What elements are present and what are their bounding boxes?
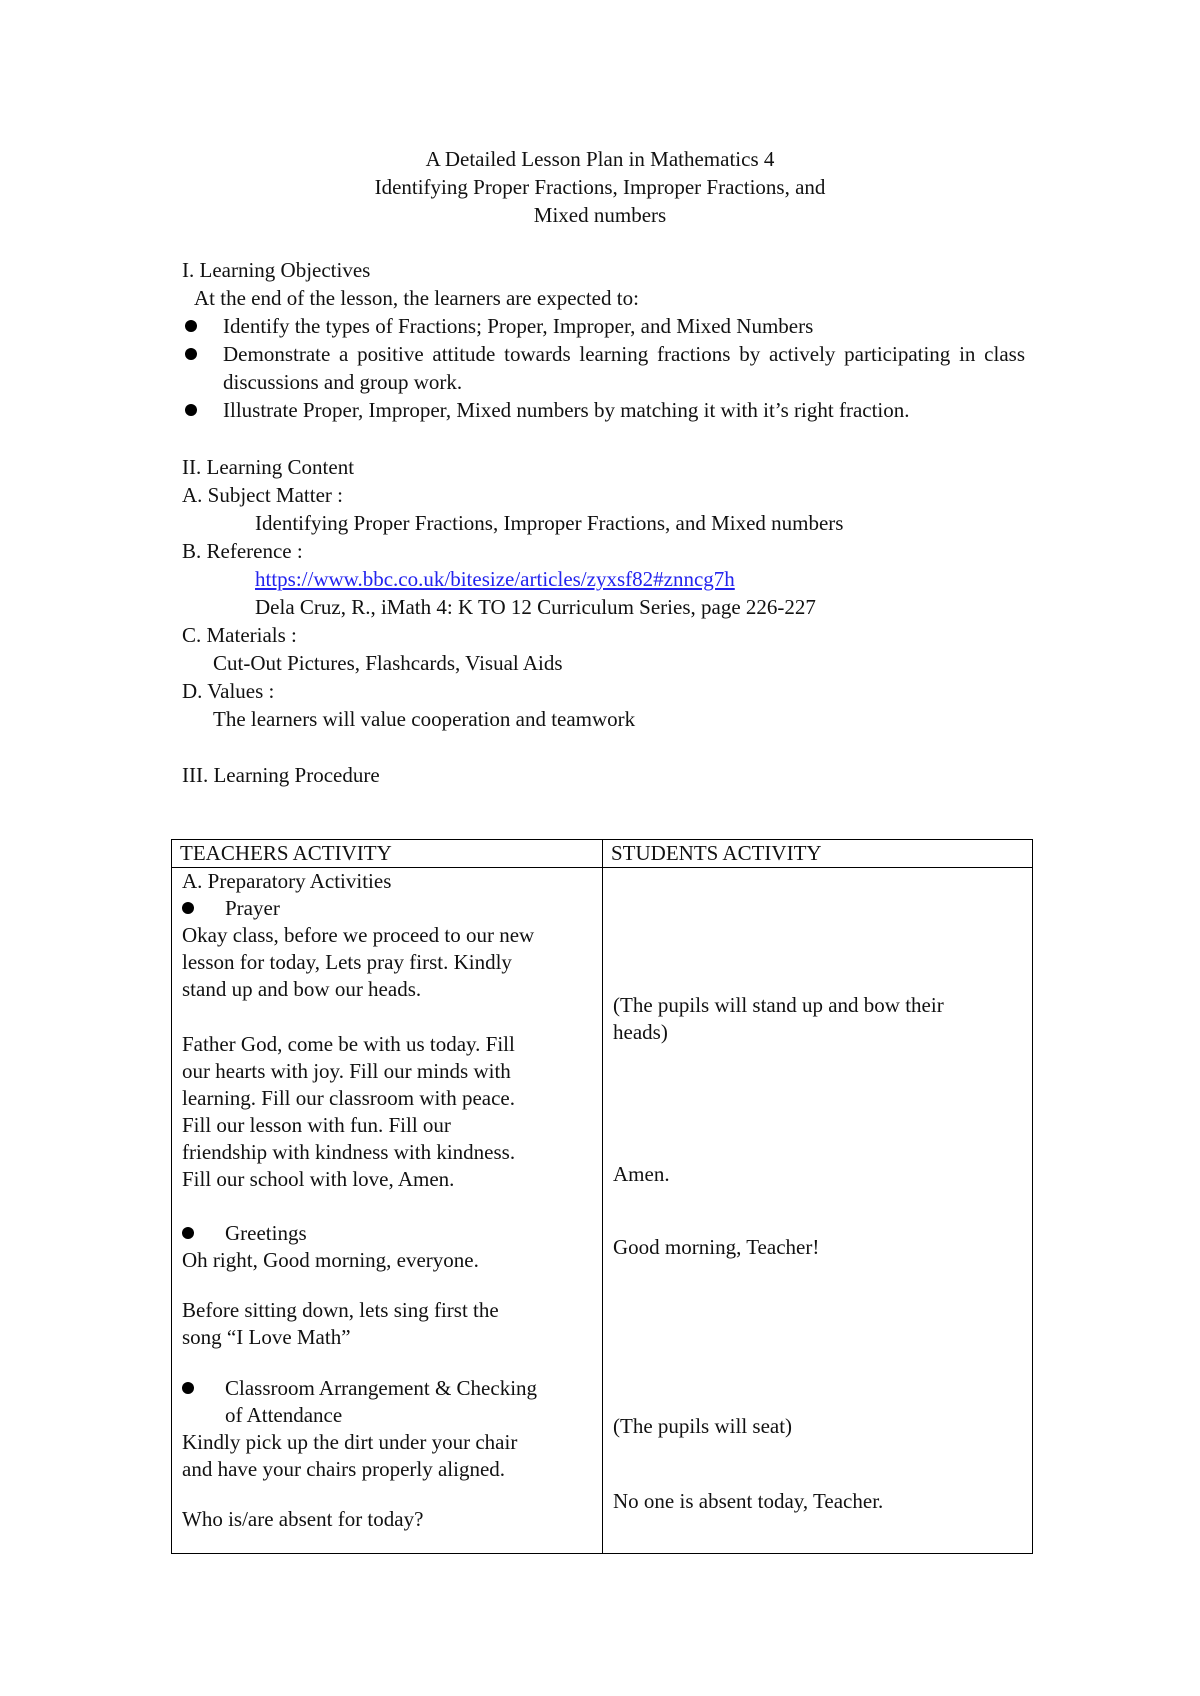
prayer-intro-line: lesson for today, Lets pray first. Kindly: [182, 950, 512, 974]
objective-item: Identify the types of Fractions; Proper, Improper, and Mixed Numbers: [182, 312, 1025, 340]
subject-matter-label: A. Subject Matter :: [182, 483, 343, 507]
students-activity-cell: [603, 868, 1033, 1554]
reference-link[interactable]: https://www.bbc.co.uk/bitesize/articles/zyxsf82#znncg7h: [255, 567, 735, 591]
song-text-line: Before sitting down, lets sing first the: [182, 1298, 499, 1322]
arrangement-label: Classroom Arrangement & Checking: [225, 1376, 538, 1400]
song-text-line: song “I Love Math”: [182, 1325, 351, 1349]
title-line-1: A Detailed Lesson Plan in Mathematics 4: [425, 147, 775, 171]
values-label: D. Values :: [182, 679, 275, 703]
prayer-intro-line: stand up and bow our heads.: [182, 977, 422, 1001]
greetings-label: Greetings: [225, 1221, 307, 1245]
prayer-text-line: Fill our school with love, Amen.: [182, 1167, 455, 1191]
student-amen: Amen.: [613, 1162, 670, 1186]
procedure-table: [171, 839, 1033, 1554]
bullet-icon: [182, 1227, 196, 1239]
prayer-intro-line: Okay class, before we proceed to our new: [182, 923, 535, 947]
teachers-activity-cell: [172, 868, 603, 1554]
bullet-icon: [185, 348, 197, 360]
student-absent-answer: No one is absent today, Teacher.: [613, 1489, 884, 1513]
teachers-activity-header: TEACHERS ACTIVITY: [172, 840, 603, 868]
bullet-icon: [182, 902, 196, 914]
materials-value: Cut-Out Pictures, Flashcards, Visual Aids: [213, 651, 563, 675]
arrangement-label: of Attendance: [225, 1403, 343, 1427]
lesson-title: [0, 145, 1200, 229]
preparatory-activities: A. Preparatory Activities: [182, 869, 392, 893]
prayer-text-line: friendship with kindness with kindness.: [182, 1140, 516, 1164]
objectives-list: [182, 312, 1025, 424]
prayer-text-line: our hearts with joy. Fill our minds with: [182, 1059, 511, 1083]
bullet-icon: [182, 1382, 196, 1394]
student-response-line: (The pupils will stand up and bow their: [613, 993, 944, 1017]
bullet-icon: [185, 320, 197, 332]
absent-question: Who is/are absent for today?: [182, 1507, 424, 1531]
student-response-line: heads): [613, 1020, 668, 1044]
prayer-text-line: learning. Fill our classroom with peace.: [182, 1086, 515, 1110]
student-greeting: Good morning, Teacher!: [613, 1235, 820, 1259]
title-line-2: Identifying Proper Fractions, Improper Fractions, and: [374, 175, 826, 199]
objective-item: Illustrate Proper, Improper, Mixed numbers by matching it with it’s right fraction.: [182, 396, 1025, 424]
reference-book: Dela Cruz, R., iMath 4: K TO 12 Curriculum Series, page 226-227: [255, 595, 816, 619]
content-heading: II. Learning Content: [182, 455, 355, 479]
reference-label: B. Reference :: [182, 539, 303, 563]
objective-item: Demonstrate a positive attitude towards learning fractions by actively participating in class discussions and group work.: [182, 340, 1025, 396]
student-seat: (The pupils will seat): [613, 1414, 793, 1438]
arrangement-text-line: and have your chairs properly aligned.: [182, 1457, 506, 1481]
objectives-heading: I. Learning Objectives: [182, 258, 371, 282]
greetings-text: Oh right, Good morning, everyone.: [182, 1248, 479, 1272]
bullet-icon: [185, 404, 197, 416]
arrangement-text-line: Kindly pick up the dirt under your chair: [182, 1430, 518, 1454]
values-value: The learners will value cooperation and teamwork: [213, 707, 636, 731]
prayer-label: Prayer: [225, 896, 280, 920]
objectives-intro: At the end of the lesson, the learners are expected to:: [194, 286, 639, 310]
prayer-text-line: Father God, come be with us today. Fill: [182, 1032, 515, 1056]
prayer-text-line: Fill our lesson with fun. Fill our: [182, 1113, 451, 1137]
procedure-heading: III. Learning Procedure: [182, 763, 380, 787]
table-header-row: [172, 840, 1033, 868]
subject-matter-value: Identifying Proper Fractions, Improper Fractions, and Mixed numbers: [255, 511, 844, 535]
table-row: [172, 868, 1033, 1554]
materials-label: C. Materials :: [182, 623, 297, 647]
title-line-3: Mixed numbers: [533, 203, 667, 227]
students-activity-header: STUDENTS ACTIVITY: [603, 840, 1033, 868]
